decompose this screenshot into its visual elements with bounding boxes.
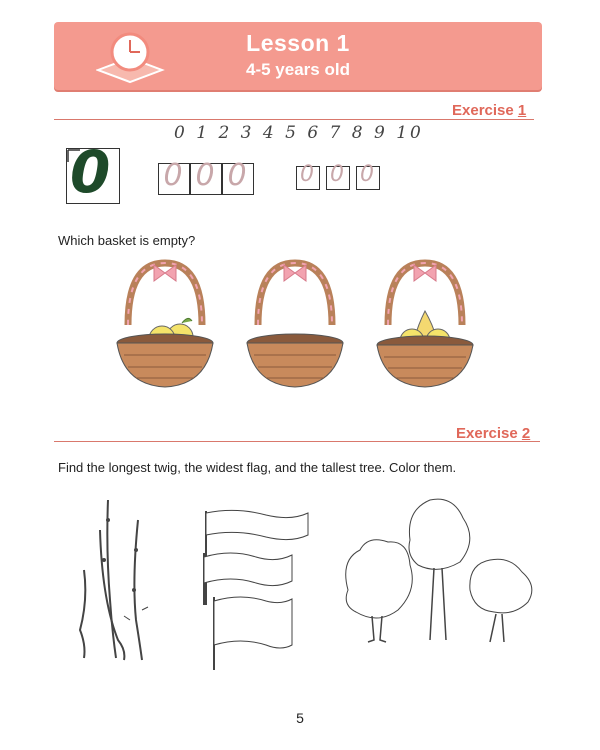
basket-with-fruit[interactable] [370, 255, 480, 395]
trees-illustration[interactable] [338, 490, 548, 660]
exercise-1-label: Exercise [452, 102, 514, 119]
flags-illustration[interactable] [196, 505, 316, 675]
basket-with-apples[interactable] [110, 255, 220, 395]
trace-digit: 0 [163, 158, 183, 193]
trace-digit: 0 [227, 158, 247, 193]
exercise-1-divider [54, 119, 534, 120]
exercise-1-number: 1 [517, 102, 527, 119]
trace-digit: 0 [300, 162, 314, 187]
trace-digit: 0 [330, 162, 344, 187]
basket-empty[interactable] [240, 255, 350, 395]
exercise-2-label: Exercise [456, 425, 518, 442]
trace-digit: 0 [360, 162, 374, 187]
lesson-subtitle: 4-5 years old [246, 60, 350, 79]
exercise-2-number: 2 [521, 425, 531, 442]
exercise-1-heading [452, 102, 526, 119]
trace-digit: 0 [195, 158, 215, 193]
twigs-illustration[interactable] [66, 490, 166, 670]
instruction-text: Find the longest twig, the widest flag, and the tallest tree. Color them. [58, 460, 457, 475]
featured-digit: 0 [70, 138, 111, 206]
numbers-row: 0 1 2 3 4 5 6 7 8 9 10 [174, 123, 424, 143]
page-number: 5 [296, 710, 304, 726]
lesson-title: Lesson 1 [246, 30, 350, 56]
exercise-2-heading [456, 425, 530, 442]
question-text: Which basket is empty? [58, 233, 196, 248]
